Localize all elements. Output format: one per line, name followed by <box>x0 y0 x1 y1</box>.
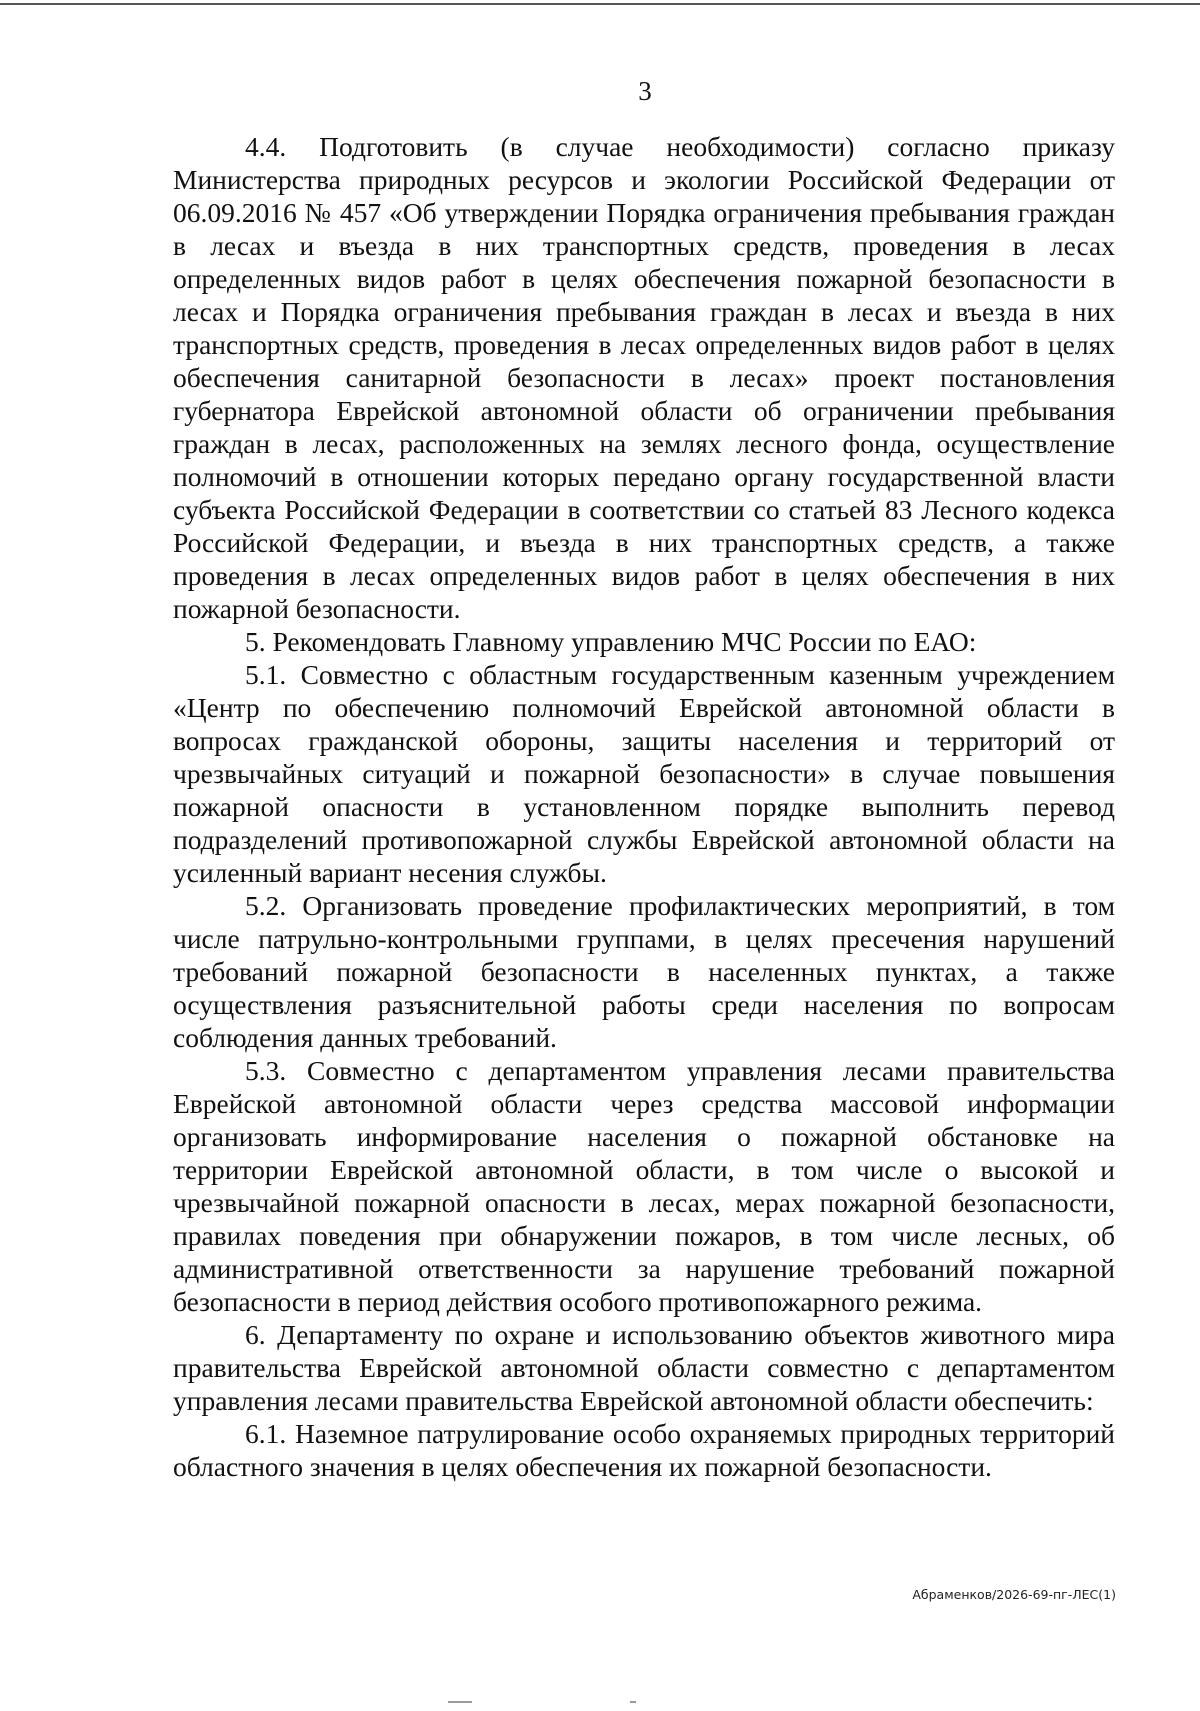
scan-top-edge-line <box>0 3 1200 5</box>
paragraph-5: 5. Рекомендовать Главному управлению МЧС России по ЕАО: <box>245 626 977 657</box>
paragraph-4-4: 4.4. Подготовить (в случае необходимости) согласно приказу Министерства природных ресурсов и экологии Российской Федерации от 06.09.2016 № 457 «Об утверждении Порядка ограничения пребывания граждан в лесах и въезда в них транспортных средств, проведения в лесах определенных видов работ в целях обеспечения пожарной безопасности в лесах и Порядка ограничения пребывания граждан в лесах и въезда в них транспортных средств, проведения в лесах определенных видов работ в целях обеспечения санитарной безопасности в лесах» проект постановления губернатора Еврейской автономной области об ограничении пребывания граждан в лесах, расположенных на землях лесного фонда, осуществление полномочий в отношении которых передано органу государственной власти субъекта Российской Федерации в соответствии со статьей 83 Лесного кодекса Российской Федерации, и въезда в них транспортных средств, а также проведения в лесах определенных видов работ в целях обеспечения в них пожарной безопасности. <box>173 131 1115 624</box>
paragraph-6: 6. Департаменту по охране и использованию объектов животного мира правительства Еврейской автономной области совместно с департаментом управления лесами правительства Еврейской автономной области обеспечить: <box>173 1319 1115 1416</box>
scan-artifact-mark <box>630 1701 636 1703</box>
paragraph-5-2: 5.2. Организовать проведение профилактических мероприятий, в том числе патрульно-контрольными группами, в целях пресечения нарушений требований пожарной безопасности в населенных пунктах, а также осуществления разъяснительной работы среди населения по вопросам соблюдения данных требований. <box>173 890 1115 1053</box>
paragraph-5-1: 5.1. Совместно с областным государственным казенным учреждением «Центр по обеспечению полномочий Еврейской автономной области в вопросах гражданской обороны, защиты населения и территорий от чрезвычайных ситуаций и пожарной безопасности» в случае повышения пожарной опасности в установленном порядке выполнить перевод подразделений противопожарной службы Еврейской автономной области на усиленный вариант несения службы. <box>173 659 1115 888</box>
document-code: Абраменков/2026-69-пг-ЛЕС(1) <box>912 1587 1116 1602</box>
page-number: 3 <box>638 76 652 106</box>
scan-artifact-mark <box>448 1701 472 1703</box>
paragraph-5-3: 5.3. Совместно с департаментом управления лесами правительства Еврейской автономной области через средства массовой информации организовать информирование населения о пожарной обстановке на территории Еврейской автономной области, в том числе о высокой и чрезвычайной пожарной опасности в лесах, мерах пожарной безопасности, правилах поведения при обнаружении пожаров, в том числе лесных, об административной ответственности за нарушение требований пожарной безопасности в период действия особого противопожарного режима. <box>173 1055 1115 1317</box>
paragraph-6-1: 6.1. Наземное патрулирование особо охраняемых природных территорий областного значения в целях обеспечения их пожарной безопасности. <box>173 1418 1115 1482</box>
document-body <box>173 130 1115 1483</box>
